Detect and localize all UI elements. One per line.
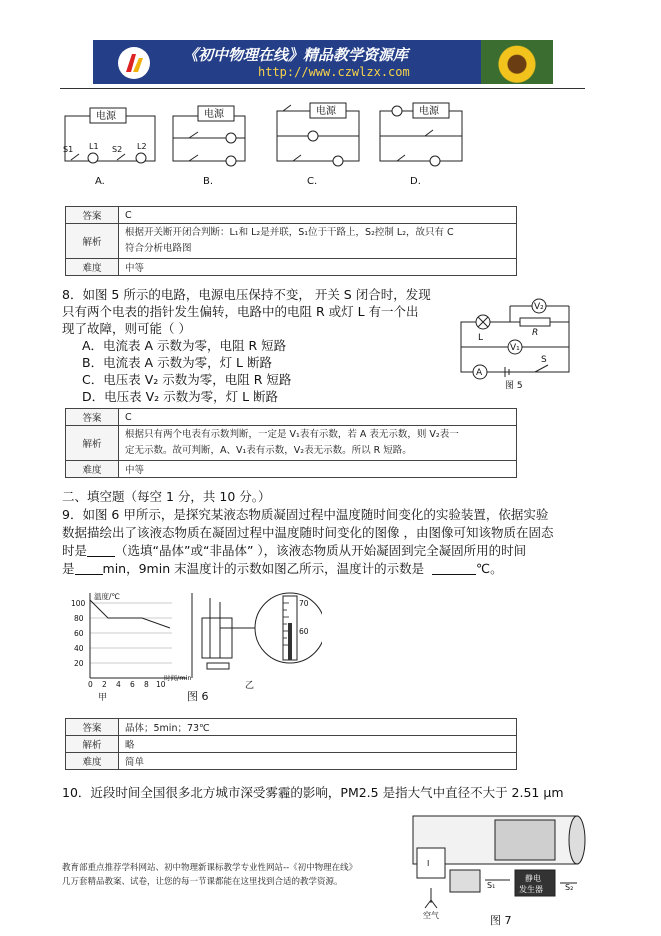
banner-url[interactable]: http://www.czwlzx.com	[258, 65, 410, 79]
q7-analysis-line1: 根据开关断开闭合判断：L₁和 L₂是并联，S₁位于干路上，S₂控制 L₂，故只有 C	[125, 227, 454, 238]
q9-answer-table	[65, 718, 517, 770]
q7-answer-label: 答案	[66, 207, 119, 224]
header-rule	[60, 88, 585, 89]
q8-choice-d: D．电压表 V₂ 示数为零，灯 L 断路	[82, 389, 279, 404]
q8-analysis-line1: 根据只有两个电表有示数判断，一定是 V₁表有示数，若 A 表无示数，则 V₂表一	[125, 429, 459, 440]
q7-circuit-options	[55, 96, 470, 191]
q9-label-yi: 乙	[245, 681, 255, 691]
q9-stem-line4	[62, 560, 503, 577]
q7a-power-label: 电源	[96, 111, 116, 122]
q9-line3-b: （选填“晶体”或“非晶体” ），该液态物质从开始凝固到完全凝固所用的时间	[115, 543, 527, 558]
q9-blank-3[interactable]	[432, 562, 476, 575]
q10-i-label: I	[427, 859, 430, 868]
option-b-label: B.	[203, 176, 214, 187]
thermometer-liquid	[288, 623, 292, 660]
q8-difficulty: 中等	[119, 461, 517, 478]
q9-answer: 晶体；5min；73℃	[119, 719, 517, 736]
q10-gen-line2: 发生器	[519, 885, 543, 894]
thermo-tick-60: 60	[299, 627, 309, 636]
q7a-l2: L2	[137, 142, 147, 151]
q8-choice-c: C．电压表 V₂ 示数为零，电阻 R 短路	[82, 372, 292, 387]
q8-stem-line1: 8．如图 5 所示的电路，电源电压保持不变， 开关 S 闭合时，发现	[62, 287, 431, 302]
q9-xtick-4: 4	[116, 680, 121, 689]
q9-label-jia: 甲	[98, 693, 108, 703]
q7-answer-table	[65, 206, 517, 276]
q9-figure6	[62, 588, 322, 708]
q8-answer: C	[119, 409, 517, 426]
banner-title: 《初中物理在线》精品教学资源库	[183, 46, 409, 64]
section2-title: 二、填空题（每空 1 分，共 10 分。）	[62, 489, 271, 504]
q8-answer-label: 答案	[66, 409, 119, 426]
q9-stem-line1: 9．如图 6 甲所示，是探究某液态物质凝固过程中温度随时间变化的实验装置，依据实验	[62, 507, 549, 522]
thermo-tick-70: 70	[299, 599, 309, 608]
sunflower-image	[481, 40, 553, 84]
q8-v1-label: V₁	[510, 343, 520, 353]
footer-line2: 几万套精品教案、试卷，让您的每一节课都能在这里找到合适的教学资源。	[62, 877, 343, 887]
header-banner	[93, 40, 553, 84]
q9-graph-xlabel: 时间/min	[164, 674, 192, 682]
q10-s1-label: S₁	[487, 881, 496, 890]
q9-ytick-60: 60	[74, 629, 84, 638]
q7-analysis-line2: 符合分析电路图	[125, 243, 192, 254]
q7d-power-label: 电源	[419, 106, 439, 117]
option-a-label: A.	[95, 176, 105, 187]
q7-answer: C	[119, 207, 517, 224]
q9-xtick-8: 8	[144, 680, 149, 689]
q8-v2-label: V₂	[534, 302, 544, 312]
q8-analysis-label: 解析	[66, 426, 119, 461]
q9-stem-line3	[62, 542, 526, 559]
q9-analysis-label: 解析	[66, 736, 119, 753]
q7c-power-label: 电源	[316, 106, 336, 117]
q9-xtick-0: 0	[88, 680, 93, 689]
q8-a-label: A	[476, 368, 483, 378]
q8-difficulty-label: 难度	[66, 461, 119, 478]
q9-analysis: 略	[119, 736, 517, 753]
option-d-label: D.	[410, 176, 421, 187]
q8-r-label: R	[532, 328, 539, 338]
q8-fig-label: 图 5	[505, 381, 523, 391]
q9-stem-line2: 数据描绘出了该液态物质在凝固过程中温度随时间变化的图像 ，由图像可知该物质在固态	[62, 525, 554, 540]
q8-figure5-circuit	[455, 292, 585, 392]
q7-difficulty: 中等	[119, 259, 517, 276]
q9-line4-b: min，9min 末温度计的示数如图乙所示，温度计的示数是	[102, 561, 425, 576]
q9-ytick-100: 100	[71, 599, 86, 608]
q8-stem-line3: 现了故障，则可能（ ）	[62, 321, 191, 336]
q10-figure7	[405, 808, 590, 923]
q9-difficulty-label: 难度	[66, 753, 119, 770]
q9-ytick-80: 80	[74, 614, 84, 623]
q9-xtick-6: 6	[130, 680, 135, 689]
q9-xtick-2: 2	[102, 680, 107, 689]
q8-analysis-line2: 定无示数。故可判断，A、V₁表有示数，V₂表无示数。所以 R 短路。	[125, 445, 412, 456]
q9-difficulty: 简单	[119, 753, 517, 770]
q8-s-label: S	[541, 355, 547, 365]
q7a-s2: S2	[112, 145, 123, 154]
q8-answer-table	[65, 408, 517, 478]
q9-xtick-10: 10	[156, 680, 166, 689]
q9-graph-ylabel: 温度/℃	[94, 592, 120, 601]
q9-line3-a: 时是	[62, 543, 88, 558]
q8-l-label: L	[478, 333, 484, 343]
q9-ytick-40: 40	[74, 644, 84, 653]
q10-fig-label: 图 7	[490, 914, 512, 927]
q7a-l1: L1	[89, 142, 99, 151]
q9-blank-2[interactable]	[75, 562, 103, 575]
q8-choice-b: B．电流表 A 示数为零，灯 L 断路	[82, 355, 272, 370]
q9-line4-a: 是	[62, 561, 75, 576]
q7-difficulty-label: 难度	[66, 259, 119, 276]
q10-gen-line1: 静电	[525, 874, 541, 883]
q7-analysis-label: 解析	[66, 224, 119, 259]
q9-line4-c: ℃。	[476, 561, 503, 576]
q10-stem: 10．近段时间全国很多北方城市深受雾霾的影响，PM2.5 是指大气中直径不大于 2.51 μm	[62, 785, 564, 800]
q7a-s1: S1	[63, 145, 74, 154]
q9-answer-label: 答案	[66, 719, 119, 736]
q8-stem-line2: 只有两个电表的指针发生偏转，电路中的电阻 R 或灯 L 有一个出	[62, 304, 419, 319]
option-c-label: C.	[307, 176, 318, 187]
q9-blank-1[interactable]	[87, 544, 115, 557]
q7b-power-label: 电源	[204, 109, 224, 120]
q10-s2-label: S₂	[565, 883, 574, 892]
q8-choice-a: A．电流表 A 示数为零，电阻 R 短路	[82, 338, 287, 353]
q9-fig-label: 图 6	[187, 690, 209, 703]
footer-line1: 教育部重点推荐学科网站、初中物理新课标教学专业性网站--《初中物理在线》	[62, 863, 358, 873]
q9-ytick-20: 20	[74, 659, 84, 668]
site-logo-icon	[117, 46, 151, 80]
q10-air-label: 空气	[423, 911, 439, 920]
